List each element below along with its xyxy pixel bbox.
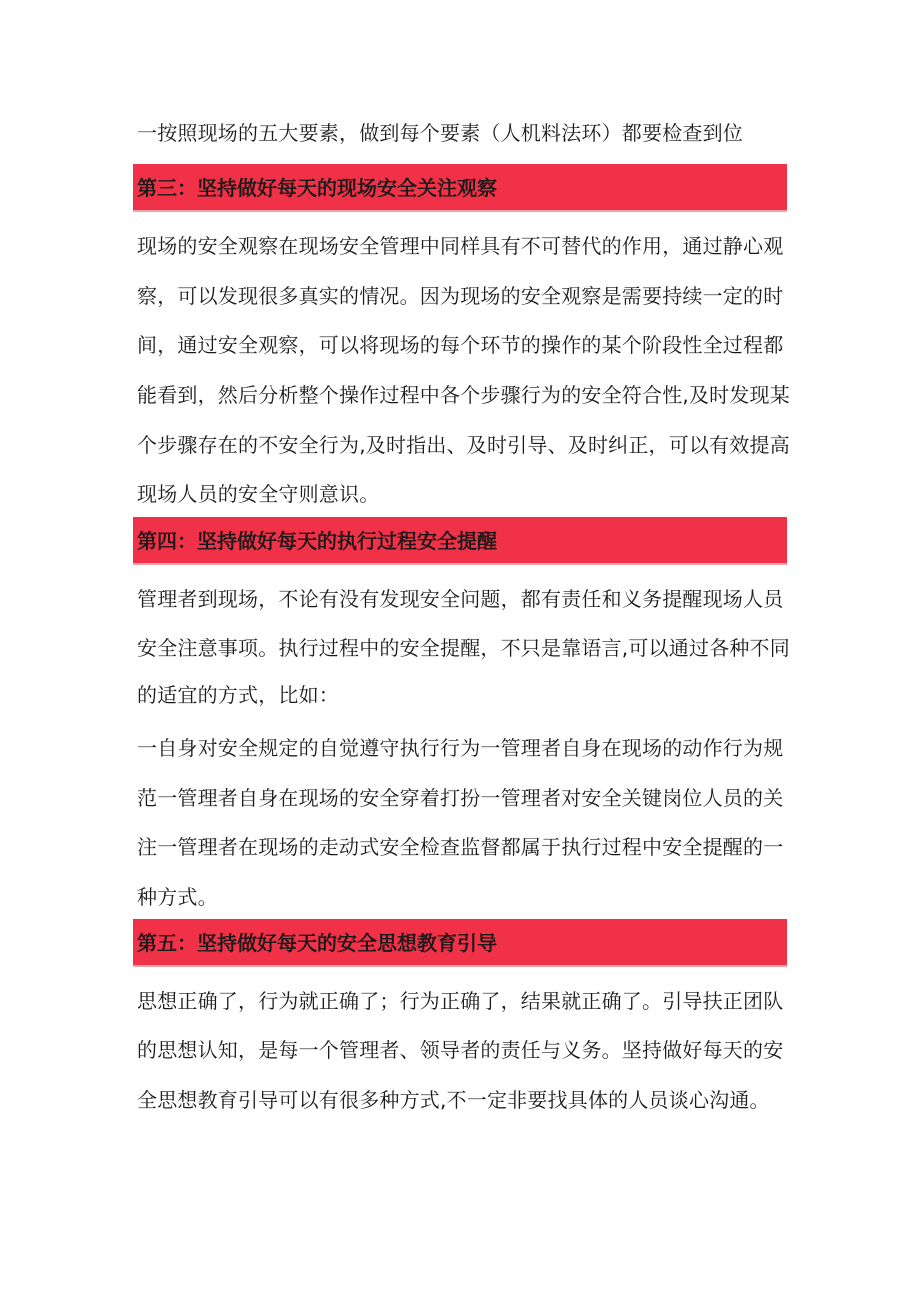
section-4-heading: 第四：坚持做好每天的执行过程安全提醒	[137, 529, 497, 553]
section-3-banner	[133, 164, 787, 212]
section-3-line: 现场的安全观察在现场安全管理中同样具有不可替代的作用，通过静心观	[137, 234, 784, 258]
section-3-heading: 第三：坚持做好每天的现场安全关注观察	[137, 176, 497, 200]
section-3-line: 个步骤存在的不安全行为,及时指出、及时引导、及时纠正，可以有效提高	[137, 433, 790, 457]
section-4-line: 种方式。	[137, 885, 218, 909]
section-3-line: 察，可以发现很多真实的情况。因为现场的安全观察是需要持续一定的时	[137, 284, 784, 308]
section-4-line: 范一管理者自身在现场的安全穿着打扮一管理者对安全关键岗位人员的关	[137, 786, 784, 810]
section-5-line: 思想正确了，行为就正确了；行为正确了，结果就正确了。引导扶正团队	[137, 989, 784, 1013]
section-5-line: 全思想教育引导可以有很多种方式,不一定非要找具体的人员谈心沟通。	[137, 1088, 770, 1112]
section-3-line: 能看到，然后分析整个操作过程中各个步骤行为的安全符合性,及时发现某	[137, 383, 790, 407]
section-4-line: 一自身对安全规定的自觉遵守执行行为一管理者自身在现场的动作行为规	[137, 736, 784, 760]
section-5-heading: 第五：坚持做好每天的安全思想教育引导	[137, 931, 497, 955]
section-4-line: 安全注意事项。执行过程中的安全提醒，不只是靠语言,可以通过各种不同	[137, 636, 790, 660]
section-5-line: 的思想认知，是每一个管理者、领导者的责任与义务。坚持做好每天的安	[137, 1038, 784, 1062]
section-4-banner	[133, 517, 787, 565]
section-5-banner	[133, 919, 787, 967]
section-3-line: 间，通过安全观察，可以将现场的每个环节的操作的某个阶段性全过程都	[137, 333, 784, 357]
section-4-line: 注一管理者在现场的走动式安全检查监督都属于执行过程中安全提醒的一	[137, 835, 784, 859]
intro-line: 一按照现场的五大要素，做到每个要素（人机料法环）都要检查到位	[137, 121, 743, 145]
section-4-line: 管理者到现场，不论有没有发现安全问题，都有责任和义务提醒现场人员	[137, 587, 784, 611]
section-3-line: 现场人员的安全守则意识。	[137, 482, 380, 506]
section-4-line: 的适宜的方式，比如：	[137, 683, 339, 707]
